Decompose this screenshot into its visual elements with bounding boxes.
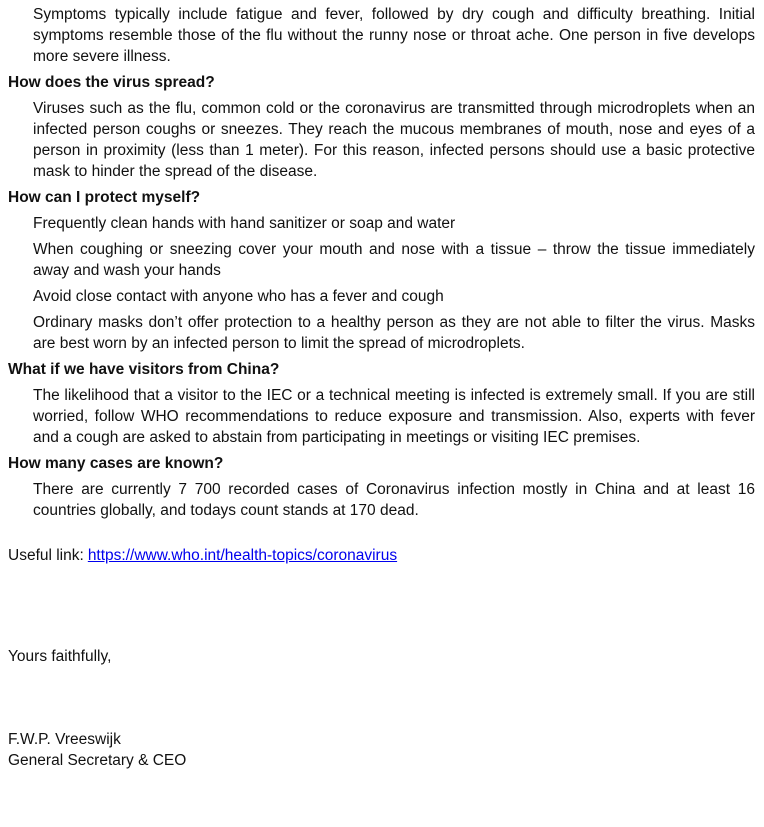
heading-cases-known: How many cases are known? <box>8 455 224 472</box>
paragraph-cases-known: There are currently 7 700 recorded cases of Coronavirus infection mostly in China and at least 16 countries globally, and todays count stands at 170 dead. <box>33 481 755 519</box>
heading-virus-spread: How does the virus spread? <box>8 74 215 91</box>
useful-link-line <box>8 545 755 566</box>
paragraph-clean-hands: Frequently clean hands with hand sanitizer or soap and water <box>33 215 456 232</box>
paragraph-avoid-contact: Avoid close contact with anyone who has a fever and cough <box>33 288 444 305</box>
signature-title: General Secretary & CEO <box>8 752 187 769</box>
paragraph-ordinary-masks: Ordinary masks don’t offer protection to a healthy person as they are not able to filter the virus. Masks are best worn by an infected person to limit the spread of microdroplets. <box>33 314 755 352</box>
useful-link-label: Useful link: <box>8 547 84 564</box>
paragraph-symptoms: Symptoms typically include fatigue and fever, followed by dry cough and difficulty breathing. Initial symptoms resemble those of the flu without the runny nose or throat ache. One person in five develops more severe illness. <box>33 6 755 65</box>
signature-name: F.W.P. Vreeswijk <box>8 731 121 748</box>
who-coronavirus-link[interactable]: https://www.who.int/health-topics/coronavirus <box>87 547 398 564</box>
paragraph-virus-spread: Viruses such as the flu, common cold or the coronavirus are transmitted through microdroplets when an infected person coughs or sneezes. They reach the mucous membranes of mouth, nose and eyes of a person in proximity (less than 1 meter). For this reason, infected persons should use a basic protective mask to hinder the spread of the disease. <box>33 100 755 180</box>
closing-line: Yours faithfully, <box>8 648 112 665</box>
paragraph-visitors-china: The likelihood that a visitor to the IEC or a technical meeting is infected is extremely small. If you are still worried, follow WHO recommendations to reduce exposure and transmission. Also, experts with fever and a cough are asked to abstain from participating in meetings or visiting IEC premises. <box>33 387 755 446</box>
paragraph-coughing-sneezing: When coughing or sneezing cover your mouth and nose with a tissue – throw the tissue immediately away and wash your hands <box>33 241 755 279</box>
heading-visitors-china: What if we have visitors from China? <box>8 361 280 378</box>
heading-protect-myself: How can I protect myself? <box>8 189 201 206</box>
